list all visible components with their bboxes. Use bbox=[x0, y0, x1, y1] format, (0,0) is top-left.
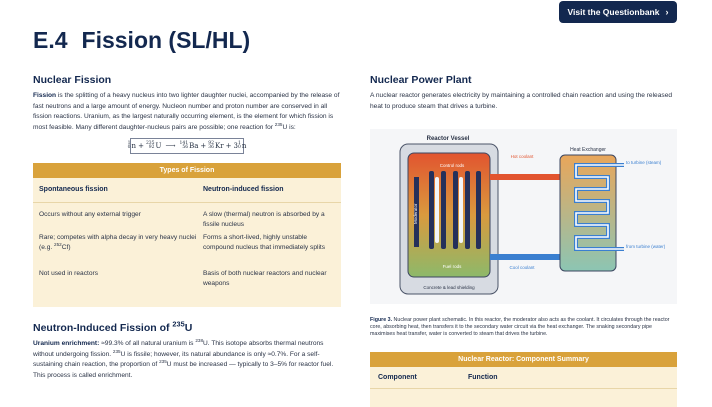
eq-krypton: Kr bbox=[215, 142, 224, 150]
moderator-label: Moderator bbox=[413, 203, 418, 224]
table-cell: A slow (thermal) neutron is absorbed by a fissile nucleus bbox=[203, 211, 325, 228]
fuel-rods-label: Fuel rods bbox=[442, 264, 462, 269]
summary-table-header-row bbox=[370, 367, 677, 389]
cell-text: Rare; competes with alpha decay in very heavy nuclei (e.g. bbox=[39, 234, 197, 251]
eq-plus-3: + bbox=[225, 142, 232, 150]
table-row bbox=[33, 203, 341, 233]
eq-n-mass: 1 bbox=[127, 140, 131, 146]
component-summary-table bbox=[370, 352, 677, 407]
fuel-rod bbox=[476, 171, 481, 249]
cell-tail: Cf) bbox=[61, 244, 71, 251]
types-table-title: Types of Fission bbox=[33, 163, 341, 178]
enrichment-sup-1: 238 bbox=[195, 337, 204, 343]
reactor-figure bbox=[370, 129, 677, 304]
fission-term: Fission bbox=[33, 92, 57, 99]
enrichment-text-3: U is fissile; however, its natural abundance is only ≈0.7%. For a self-sustaining chain reaction, the proportion of bbox=[33, 350, 320, 368]
enrichment-paragraph bbox=[33, 339, 341, 381]
table-cell: Basis of both nuclear reactors and nuclear weapons bbox=[203, 270, 327, 287]
enrichment-text-2: U. This isotope absorbs thermal neutrons without undergoing fission. bbox=[33, 340, 324, 358]
column-header: Component bbox=[378, 374, 417, 381]
table-cell bbox=[39, 233, 203, 269]
eq-kr-charge: 36 bbox=[208, 145, 215, 150]
types-of-fission-table bbox=[33, 163, 341, 307]
neutron-induced-heading bbox=[33, 319, 341, 334]
enrichment-sup-3: 235 bbox=[159, 358, 167, 364]
nuclear-fission-heading: Nuclear Fission bbox=[33, 74, 112, 86]
table-cell: Forms a short-lived, highly unstable compound nucleus that immediately splits bbox=[203, 234, 326, 251]
figure-caption bbox=[370, 317, 677, 338]
table-cell: Not used in reactors bbox=[39, 270, 99, 277]
nuclear-fission-intro bbox=[33, 91, 341, 133]
shielding-label: Concrete & lead shielding bbox=[423, 285, 475, 290]
section-number: E.4 bbox=[33, 27, 68, 53]
figure-caption-text: Nuclear power plant schematic. In this reactor, the moderator also acts as the coolant. It circulates through the reactor core, absorbing heat, then transfers it to the secondary water circuit via the heat exchanger. The snaking secondary pipe maximises heat transfer, water is converted to steam that drives the turbine. bbox=[370, 317, 670, 337]
section-title: Fission (SL/HL) bbox=[81, 27, 251, 53]
intro-u-symbol: U bbox=[282, 123, 288, 131]
intro-text: is the splitting of a heavy nucleus into two lighter daughter nuclei, accompanied by the release of fast neutrons and a large amount of energy. Nucleon number and proton number are conserved in all fission reactions. Uranium, as the largest naturally occurring element, is the element for which fission is most feasible. Many different daughter-nucleus pairs are possible; one reaction for bbox=[33, 92, 340, 131]
fuel-rod bbox=[465, 171, 470, 249]
power-plant-intro: A nuclear reactor generates electricity by maintaining a controlled chain reaction and using the released heat to produce steam that drives a turbine. bbox=[370, 92, 673, 110]
right-column bbox=[370, 74, 677, 407]
left-column bbox=[33, 74, 341, 381]
table-row bbox=[33, 269, 341, 307]
figure-caption-label: Figure 3. bbox=[370, 317, 393, 323]
control-rod bbox=[435, 177, 439, 243]
eq-coefficient: 3 bbox=[233, 142, 238, 150]
table-cell: Occurs without any external trigger bbox=[39, 211, 141, 218]
eq-u-mass: 235 bbox=[145, 140, 155, 146]
reactor-schematic bbox=[370, 129, 677, 304]
eq-n2-charge: 0 bbox=[237, 145, 241, 150]
fuel-rod bbox=[453, 171, 458, 249]
from-turbine-label: from turbine (water) bbox=[626, 244, 666, 249]
column-header: Neutron-induced fission bbox=[203, 186, 284, 193]
fuel-rod bbox=[441, 171, 446, 249]
types-table-header-row bbox=[33, 178, 341, 203]
enrichment-label: Uranium enrichment: bbox=[33, 340, 100, 347]
vessel-label: Reactor Vessel bbox=[426, 136, 470, 142]
hot-coolant-label: Hot coolant bbox=[510, 154, 534, 159]
eq-neutron: n bbox=[131, 142, 137, 150]
eq-barium: Ba bbox=[189, 142, 199, 150]
eq-plus-2: + bbox=[200, 142, 207, 150]
eq-neutron-2: n bbox=[241, 142, 247, 150]
eq-uranium: U bbox=[155, 142, 162, 150]
enrichment-sup-2: 235 bbox=[112, 348, 121, 354]
control-rods-label: Control rods bbox=[439, 163, 465, 168]
enrichment-text-1: ≈99.3% of all natural uranium is bbox=[99, 340, 196, 347]
nuclear-power-plant-heading: Nuclear Power Plant bbox=[370, 74, 472, 86]
control-rod bbox=[459, 177, 463, 243]
eq-kr-mass: 92 bbox=[208, 140, 215, 146]
eq-u-charge: 92 bbox=[148, 145, 155, 150]
table-row bbox=[33, 233, 341, 269]
heat-exchanger-label: Heat Exchanger bbox=[570, 147, 606, 153]
cool-coolant-label: Cool coolant bbox=[509, 265, 535, 270]
column-header: Function bbox=[468, 374, 498, 381]
eq-ba-mass: 141 bbox=[179, 140, 189, 146]
enrichment-text-4: U must be increased — typically to 3–5% for reactor fuel. This process is called enrichment. bbox=[33, 361, 334, 379]
eq-ba-charge: 56 bbox=[182, 145, 189, 150]
eq-n2-mass: 1 bbox=[237, 140, 241, 146]
chevron-right-icon: › bbox=[665, 7, 669, 17]
eq-arrow: ⟶ bbox=[165, 142, 176, 150]
fission-equation bbox=[127, 138, 247, 154]
intro-u235-sup: 235 bbox=[274, 121, 283, 127]
eq-plus-1: + bbox=[138, 142, 144, 150]
page-title bbox=[33, 27, 250, 54]
summary-table-title: Nuclear Reactor: Component Summary bbox=[370, 352, 677, 367]
fuel-rod bbox=[429, 171, 434, 249]
column-header: Spontaneous fission bbox=[39, 186, 108, 193]
visit-questionbank-label: Visit the Questionbank bbox=[567, 7, 660, 17]
visit-questionbank-button[interactable] bbox=[559, 1, 677, 23]
to-turbine-label: to turbine (steam) bbox=[626, 160, 662, 165]
cell-sup: 252 bbox=[54, 241, 62, 247]
nif-heading-text: Neutron-Induced Fission of bbox=[33, 322, 173, 334]
eq-n-charge: 0 bbox=[127, 145, 131, 150]
intro-tail: is: bbox=[287, 123, 296, 131]
nif-heading-tail: U bbox=[184, 322, 193, 334]
nif-heading-sup: 235 bbox=[172, 319, 185, 329]
